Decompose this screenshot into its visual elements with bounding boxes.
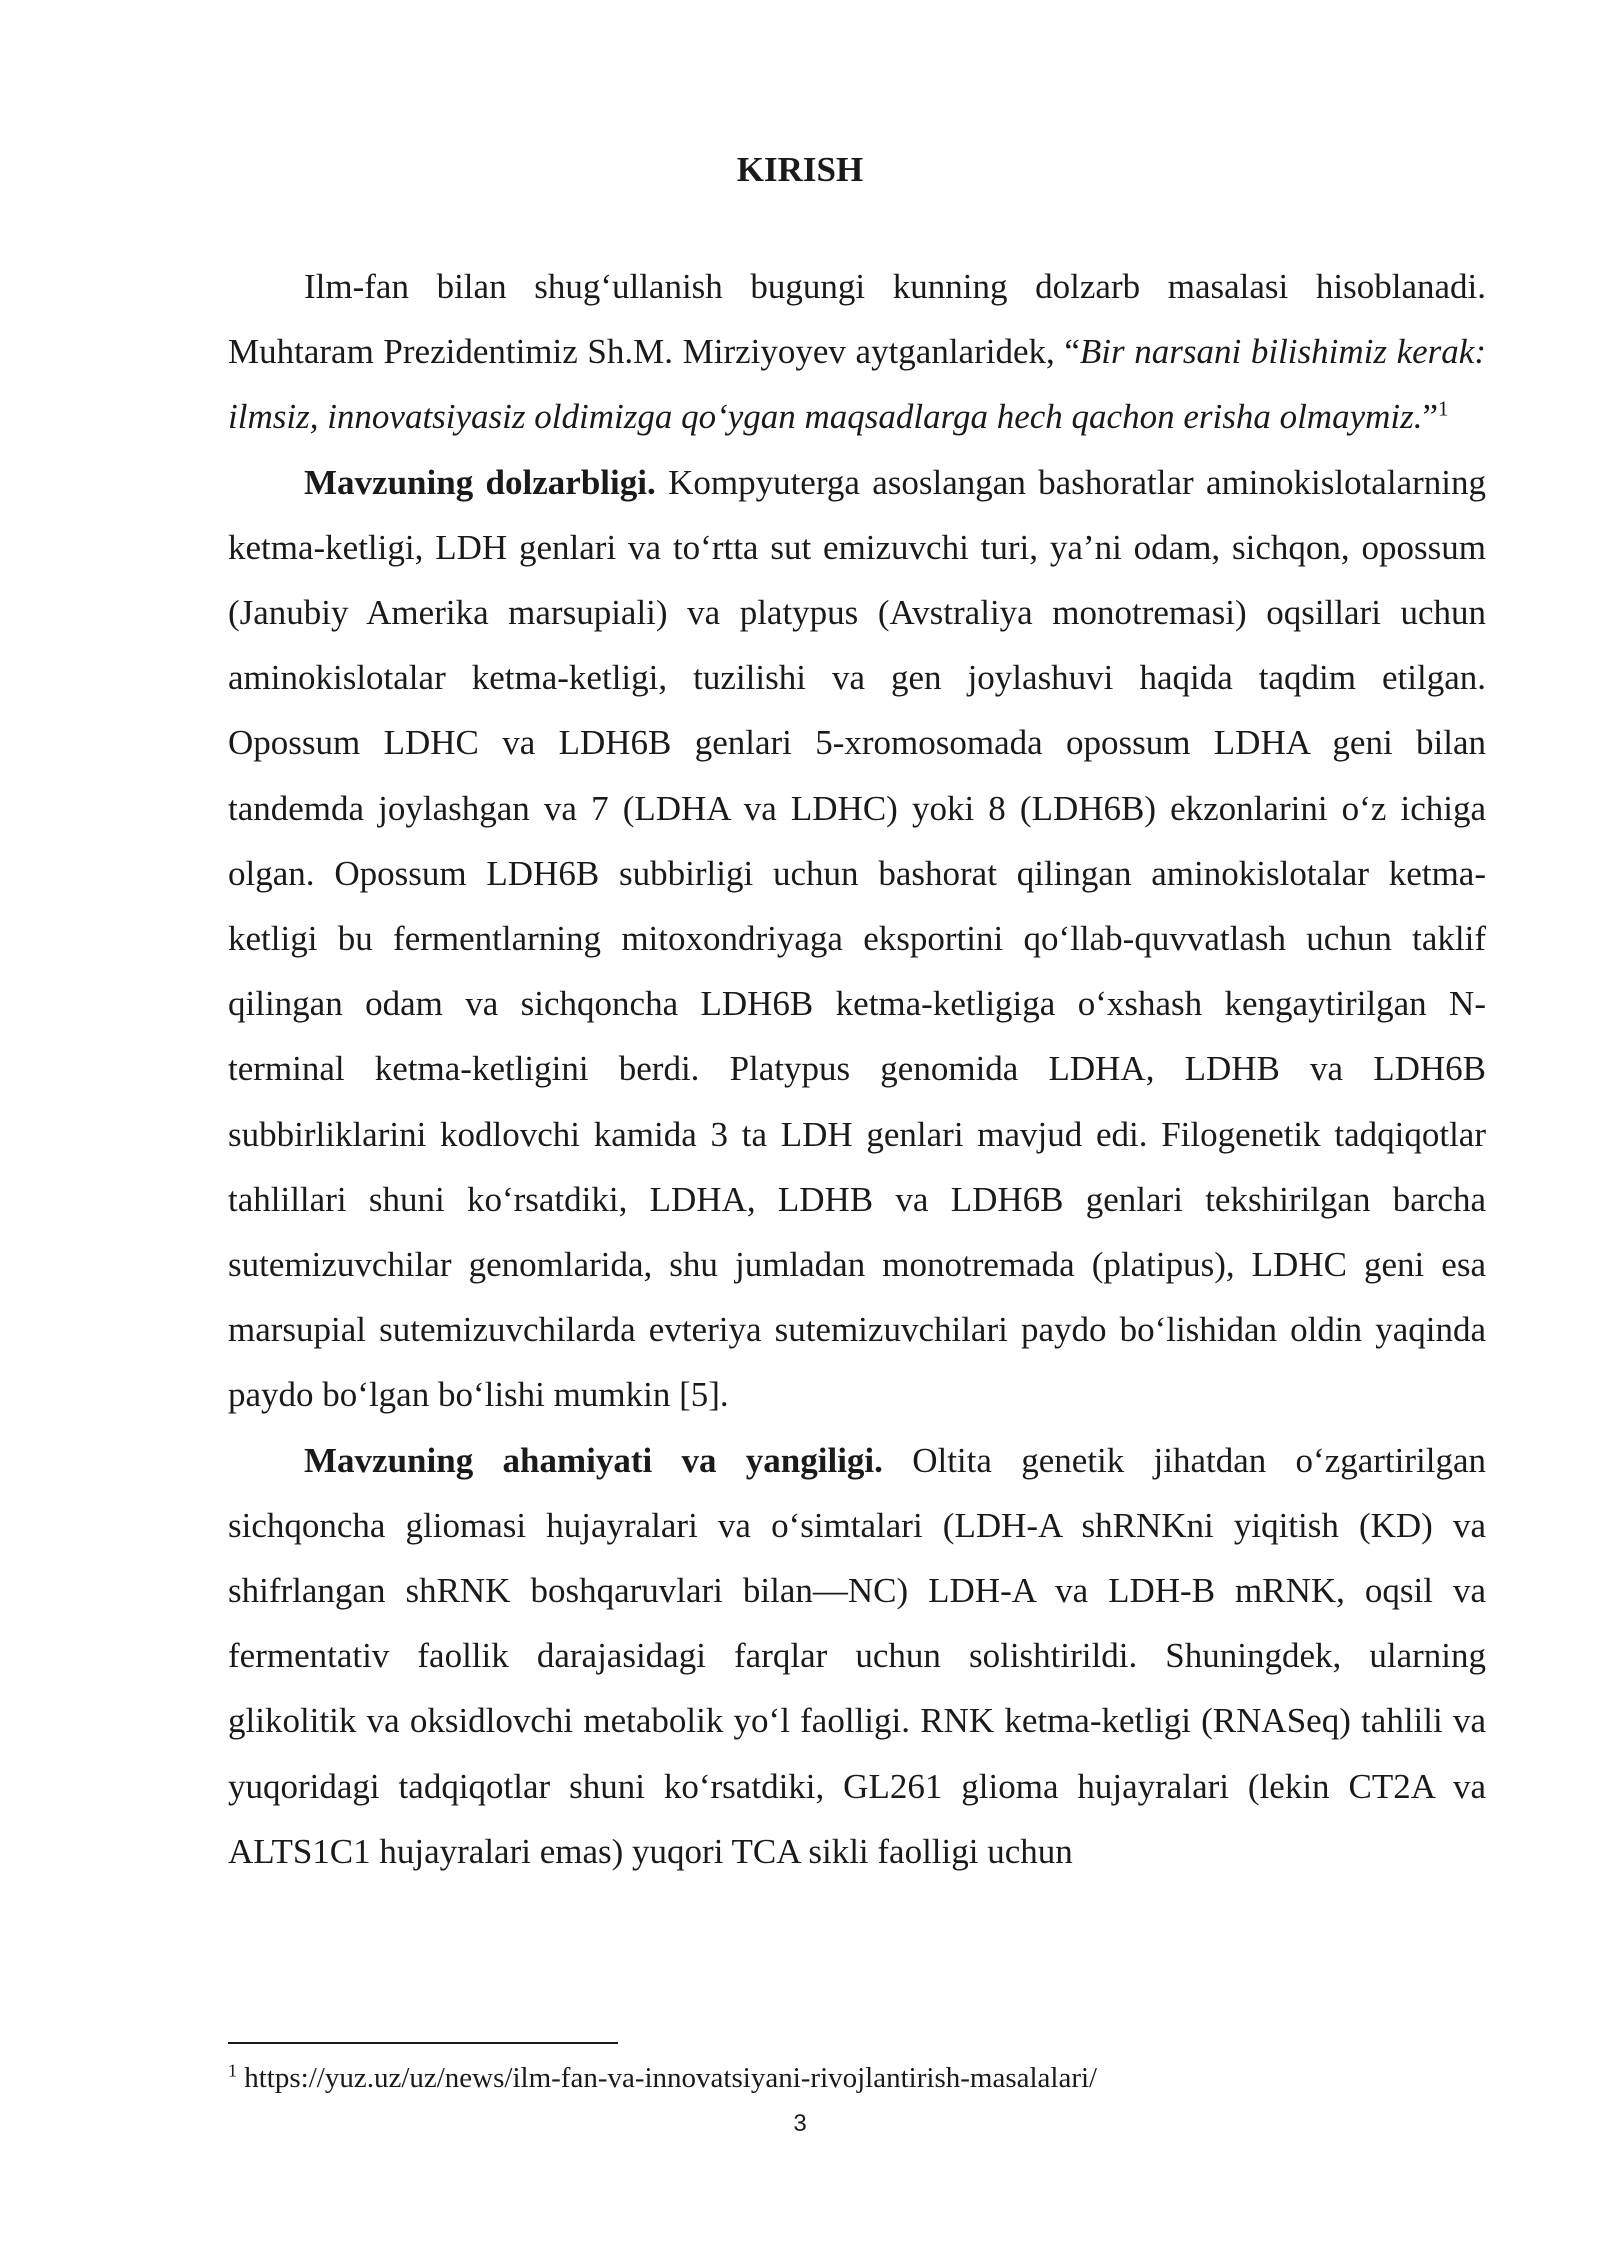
page-title: KIRISH bbox=[736, 150, 864, 189]
quote-close-mark: ” bbox=[1422, 397, 1439, 437]
significance-paragraph bbox=[228, 1428, 1486, 1884]
intro-paragraph bbox=[228, 254, 1486, 450]
page-number: 3 bbox=[793, 2110, 807, 2137]
footnote-link[interactable]: https://yuz.uz/uz/news/ilm-fan-va-innovatsiyani-rivojlantirish-masalalari/ bbox=[244, 2062, 1098, 2094]
footnote-reference[interactable]: 1 bbox=[1438, 396, 1449, 421]
president-quote: Bir narsani bilishimiz kerak: ilmsiz, innovatsiyasiz oldimizga qo‘ygan maqsadlarga hech qachon erisha olmaymiz. bbox=[228, 332, 1486, 437]
relevance-label: Mavzuning dolzarbligi. bbox=[304, 462, 656, 502]
significance-label: Mavzuning ahamiyati va yangiligi. bbox=[304, 1440, 883, 1480]
relevance-paragraph bbox=[228, 450, 1486, 1428]
significance-text: Oltita genetik jihatdan o‘zgartirilgan sichqoncha gliomasi hujayralari va o‘simtalari (LDH-A shRNKni yiqitish (KD) va shifrlangan shRNK boshqaruvlari bilan—NC) LDH-A va LDH-B mRNK, oqsil va fermentativ faollik darajasidagi farqlar uchun solishtirildi. Shuningdek, ularning glikolitik va oksidlovchi metabolik yo‘l faolligi. RNK ketma-ketligi (RNASeq) tahlili va yuqoridagi tadqiqotlar shuni ko‘rsatdiki, GL261 glioma hujayralari (lekin CT2A va ALTS1C1 hujayralari emas) yuqori TCA sikli faolligi uchun bbox=[228, 1440, 1486, 1871]
footnote-number: 1 bbox=[228, 2060, 237, 2081]
footnote-divider bbox=[228, 2042, 618, 2044]
document-body bbox=[228, 254, 1486, 1884]
footnote bbox=[228, 2060, 1097, 2096]
relevance-text: Kompyuterga asoslangan bashoratlar aminokislotalarning ketma-ketligi, LDH genlari va to‘rtta sut emizuvchi turi, ya’ni odam, sichqon, opossum (Janubiy Amerika marsupiali) va platypus (Avstraliya monotremasi) oqsillari uchun aminokislotalar ketma-ketligi, tuzilishi va gen joylashuvi haqida taqdim etilgan. Opossum LDHC va LDH6B genlari 5-xromosomada opossum LDHA geni bilan tandemda joylashgan va 7 (LDHA va LDHC) yoki 8 (LDH6B) ekzonlarini o‘z ichiga olgan. Opossum LDH6B subbirligi uchun bashorat qilingan aminokislotalar ketma-ketligi bu fermentlarning mitoxondriyaga eksportini qo‘llab-quvvatlash uchun taklif qilingan odam va sichqoncha LDH6B ketma-ketligiga o‘xshash kengaytirilgan N-terminal ketma-ketligini berdi. Platypus genomida LDHA, LDHB va LDH6B subbirliklarini kodlovchi kamida 3 ta LDH genlari mavjud edi. Filogenetik tadqiqotlar tahlillari shuni ko‘rsatdiki, LDHA, LDHB va LDH6B genlari tekshirilgan barcha sutemizuvchilar genomlarida, shu jumladan monotremada (platipus), LDHC geni esa marsupial sutemizuvchilarda evteriya sutemizuvchilari paydo bo‘lishidan oldin yaqinda paydo bo‘lgan bo‘lishi mumkin [5]. bbox=[228, 462, 1486, 1415]
intro-text: Ilm-fan bilan shug‘ullanish bugungi kunning dolzarb masalasi hisoblanadi. Muhtaram Prezidentimiz Sh.M. Mirziyoyev aytganlaridek, “ bbox=[228, 267, 1486, 372]
